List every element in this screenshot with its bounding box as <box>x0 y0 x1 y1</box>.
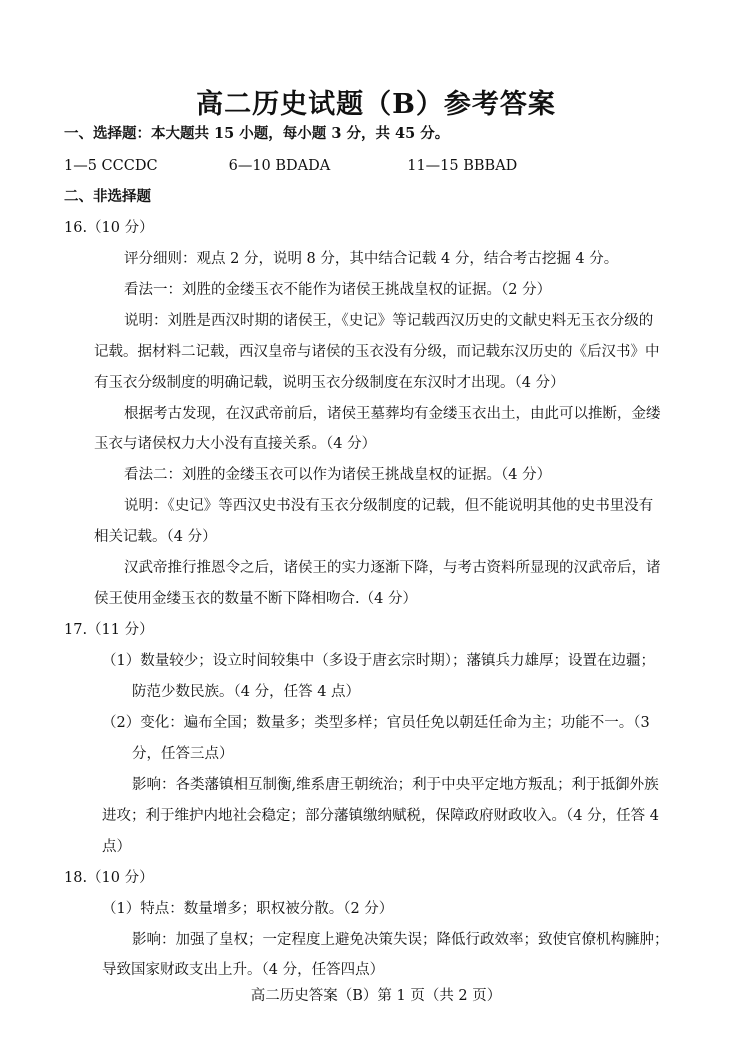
q16-line: 记载。据材料二记载，西汉皇帝与诸侯的玉衣没有分级，而记载东汉历史的《后汉书》中 <box>94 344 660 360</box>
section1-heading: 一、选择题：本大题共 15 小题，每小题 3 分，共 45 分。 <box>64 125 450 142</box>
q16-line: 汉武帝推行推恩令之后，诸侯王的实力逐渐下降，与考古资料所显现的汉武帝后，诸 <box>124 560 661 576</box>
answer-group-2: 6—10 BDADA <box>228 158 331 174</box>
q16-line: 侯王使用金缕玉衣的数量不断下降相吻合.（4 分） <box>94 591 417 607</box>
q18-line: 导致国家财政支出上升。（4 分，任答四点） <box>102 962 385 978</box>
q18-label: 18.（10 分） <box>64 870 154 886</box>
q16-line: 说明：《史记》等西汉史书没有玉衣分级制度的记载，但不能说明其他的史书里没有 <box>124 498 654 514</box>
q16-line: 玉衣与诸侯权力大小没有直接关系。（4 分） <box>94 436 377 452</box>
answer-group-1: 1—5 CCCDC <box>64 158 158 174</box>
q18-line: 影响：加强了皇权；一定程度上避免决策失误；降低行政效率；致使官僚机构臃肿； <box>132 932 669 948</box>
q16-line: 根据考古发现，在汉武帝前后，诸侯王墓葬均有金缕玉衣出土，由此可以推断，金缕 <box>124 406 661 422</box>
q16-line: 看法二：刘胜的金缕玉衣可以作为诸侯王挑战皇权的证据。（4 分） <box>124 467 552 483</box>
q17-line: 点） <box>102 839 131 855</box>
q16-line: 看法一：刘胜的金缕玉衣不能作为诸侯王挑战皇权的证据。（2 分） <box>124 282 552 298</box>
page-title: 高二历史试题（B）参考答案 <box>196 89 556 120</box>
q16-label: 16.（10 分） <box>64 220 154 236</box>
q17-line: 影响：各类藩镇相互制衡,维系唐王朝统治；利于中央平定地方叛乱；利于抵御外族 <box>132 777 659 793</box>
q17-line: 防范少数民族。（4 分，任答 4 点） <box>132 684 361 700</box>
q16-line: 有玉衣分级制度的明确记载，说明玉衣分级制度在东汉时才出现。（4 分） <box>94 375 565 391</box>
q17-line: （1）数量较少；设立时间较集中（多设于唐玄宗时期）；藩镇兵力雄厚；设置在边疆； <box>102 653 655 669</box>
q16-line: 相关记载。（4 分） <box>94 529 217 545</box>
q16-line: 说明：刘胜是西汉时期的诸侯王，《史记》等记载西汉历史的文献史料无玉衣分级的 <box>124 313 654 329</box>
q17-label: 17.（11 分） <box>64 622 154 638</box>
q17-line: 分，任答三点） <box>132 746 234 762</box>
multiple-choice-answers <box>64 156 517 176</box>
q17-line: 进攻；利于维护内地社会稳定；部分藩镇缴纳赋税，保障政府财政收入。（4 分，任答 4 <box>102 808 659 824</box>
section2-heading: 二、非选择题 <box>64 188 151 205</box>
q17-line: （2）变化：遍布全国；数量多；类型多样；官员任免以朝廷任命为主；功能不一。（3 <box>102 715 650 731</box>
q18-line: （1）特点：数量增多；职权被分散。（2 分） <box>102 901 394 917</box>
q16-line: 评分细则：观点 2 分，说明 8 分，其中结合记载 4 分，结合考古挖掘 4 分。 <box>124 251 619 267</box>
page-footer: 高二历史答案（B）第 1 页（共 2 页） <box>250 988 502 1004</box>
answer-group-3: 11—15 BBBAD <box>407 158 518 174</box>
